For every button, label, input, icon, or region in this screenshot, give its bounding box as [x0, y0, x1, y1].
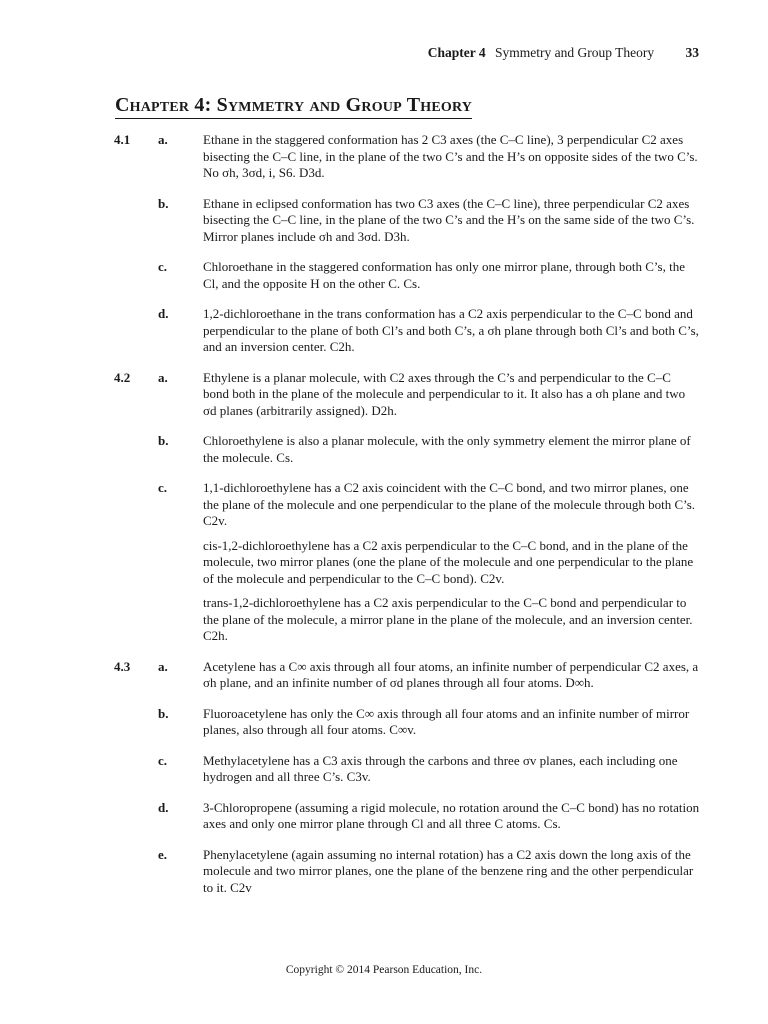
- problem-part: [0, 659, 768, 692]
- problem-part: [0, 480, 768, 530]
- problem-part: [0, 433, 768, 466]
- part-text: 3-Chloropropene (assuming a rigid molecule, no rotation around the C–C bond) has no rotation axes and only one mirror plane through Cl and all three C atoms. Cs.: [203, 799, 700, 831]
- problem-part: [0, 132, 768, 182]
- problem-part: [0, 370, 768, 420]
- part-letter: c.: [158, 480, 168, 495]
- part-text: Ethylene is a planar molecule, with C2 axes through the C’s and perpendicular to the C–C bond both in the plane of the molecule and perpendicular to it. It also has a σh plane and two σd planes (arbitrarily assigned). D2h.: [203, 369, 686, 418]
- problem-number: 4.2: [114, 369, 131, 385]
- part-letter: d.: [158, 306, 169, 321]
- part-text: Chloroethane in the staggered conformation has only one mirror plane, through both C’s, the Cl, and the opposite H on the other C. Cs.: [203, 259, 685, 291]
- problem-list: [0, 132, 768, 910]
- part-letter: b.: [158, 433, 169, 448]
- part-text: Fluoroacetylene has only the C∞ axis through all four atoms and an infinite number of mirror planes, also through all four atoms. C∞v.: [203, 705, 690, 737]
- part-letter: c.: [158, 259, 168, 274]
- part-letter: c.: [158, 752, 168, 768]
- problem-part: [0, 706, 768, 739]
- part-text: Acetylene has a C∞ axis through all four atoms, an infinite number of perpendicular C2 axes, a σh plane, and an infinite number of σd planes through all four atoms. D∞h.: [203, 658, 699, 690]
- part-text: Ethane in eclipsed conformation has two C3 axes (the C–C line), three perpendicular C2 axes bisecting the C–C line, in the plane of the two C’s and the H’s on the same side of the two C’s. Mirror planes include σh and 3σd. D3h.: [203, 195, 695, 244]
- problem-part: [0, 259, 768, 292]
- problem-number: 4.3: [114, 658, 131, 674]
- part-letter: b.: [158, 705, 169, 721]
- problem-number: 4.1: [114, 132, 131, 147]
- page-number: 33: [685, 45, 699, 60]
- running-header: [428, 45, 699, 61]
- problem-part: [0, 306, 768, 356]
- part-letter: a.: [158, 132, 168, 147]
- header-title: Symmetry and Group Theory: [495, 45, 655, 60]
- copyright-footer: Copyright © 2014 Pearson Education, Inc.: [285, 964, 483, 976]
- header-chapter: Chapter 4: [427, 45, 486, 60]
- part-text: Chloroethylene is also a planar molecule, with the only symmetry element the mirror plane of the molecule. Cs.: [203, 433, 691, 465]
- part-text: Ethane in the staggered conformation has 2 C3 axes (the C–C line), 3 perpendicular C2 axes bisecting the C–C line, in the plane of the two C’s and the H’s on opposite sides of the two C’s. No σh, 3σd, i, S6. D3d.: [203, 132, 698, 180]
- part-continuation: trans-1,2-dichloroethylene has a C2 axis perpendicular to the C–C bond and perpendicular to the plane of the molecule, a mirror plane in the plane of the molecule, and an inversion center. C2h.: [203, 595, 693, 643]
- part-continuation: cis-1,2-dichloroethylene has a C2 axis perpendicular to the C–C bond, and in the plane of the molecule, two mirror planes (one the plane of the molecule and one perpendicular to the plane of the molecule and perpendicular to the C–C bond). C2v.: [203, 537, 694, 586]
- problem-part: [0, 753, 768, 786]
- chapter-title: Chapter 4: Symmetry and Group Theory: [115, 94, 472, 119]
- part-letter: a.: [158, 369, 168, 385]
- part-letter: a.: [158, 658, 168, 674]
- part-text: Methylacetylene has a C3 axis through the carbons and three σv planes, each including one hydrogen and all three C’s. C3v.: [203, 752, 678, 784]
- part-text: Phenylacetylene (again assuming no internal rotation) has a C2 axis down the long axis of the molecule and two mirror planes, one the plane of the benzene ring and the other perpendicular to it. C2v: [203, 846, 694, 895]
- part-letter: b.: [158, 195, 169, 211]
- part-text: 1,1-dichloroethylene has a C2 axis coincident with the C–C bond, and two mirror planes, one the plane of the molecule and one perpendicular to the plane of the molecule through both C’s. C2v.: [203, 480, 696, 528]
- problem-part: [0, 847, 768, 897]
- problem-part: [0, 800, 768, 833]
- part-letter: e.: [158, 846, 168, 862]
- part-text: 1,2-dichloroethane in the trans conformation has a C2 axis perpendicular to the C–C bond and perpendicular to the plane of both Cl’s and both C’s, a σh plane through both Cl’s and both C’s, and an inversion center. C2h.: [203, 306, 699, 354]
- problem-part: [0, 196, 768, 246]
- part-letter: d.: [158, 799, 169, 815]
